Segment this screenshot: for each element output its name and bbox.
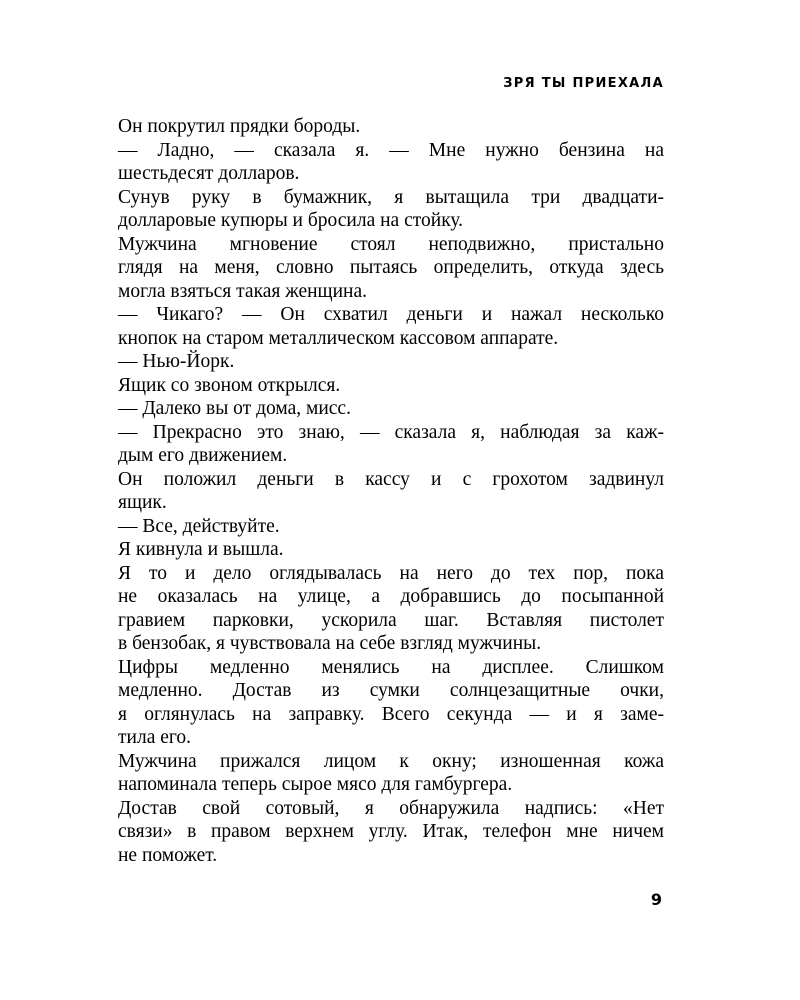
text-line: кнопок на старом металлическом кассовом аппарате. [118, 327, 559, 349]
paragraph [118, 468, 664, 515]
text-line: дым его движением. [118, 445, 288, 466]
text-line: напоминала теперь сырое мясо для гамбургера. [118, 774, 513, 795]
paragraph [118, 750, 664, 797]
text-line: Он покрутил прядки бороды. [118, 116, 361, 137]
paragraph [118, 303, 664, 350]
paragraph [118, 374, 664, 398]
paragraph [118, 656, 664, 750]
text-line: — Далеко вы от дома, мисс. [118, 398, 351, 419]
text-line: Достав свой сотовый, я обнаружила надпись: «Нет [118, 797, 664, 819]
text-line: не оказалась на улице, а добравшись до посыпанной [118, 586, 664, 607]
text-line: Мужчина мгновение стоял неподвижно, пристально [118, 233, 664, 255]
paragraph [118, 515, 664, 539]
running-head-title: ЗРЯ ТЫ ПРИЕХАЛА [503, 76, 664, 91]
paragraph [118, 562, 664, 656]
text-line: шестьдесят долларов. [118, 163, 300, 184]
paragraph [118, 797, 664, 868]
paragraph [118, 538, 664, 562]
text-line: в бензобак, я чувствовала на себе взгляд мужчины. [118, 633, 542, 654]
text-line: — Чикаго? — Он схватил деньги и нажал несколько [118, 304, 664, 325]
text-line: — Все, действуйте. [118, 515, 280, 537]
text-line: медленно. Достав из сумки солнцезащитные очки, [118, 680, 664, 701]
text-line: Сунув руку в бумажник, я вытащила три двадцати- [118, 186, 664, 208]
text-line: ящик. [118, 492, 167, 513]
text-line: Я то и дело оглядывалась на него до тех пор, пока [118, 562, 664, 584]
text-line: долларовые купюры и бросила на стойку. [118, 210, 464, 231]
paragraph [118, 115, 664, 139]
paragraph [118, 139, 664, 186]
paragraph [118, 233, 664, 304]
paragraph [118, 186, 664, 233]
text-line: — Прекрасно это знаю, — сказала я, наблюдая за каж- [118, 421, 664, 443]
text-line: я оглянулась на заправку. Всего секунда — и я заме- [118, 703, 664, 725]
text-line: могла взяться такая женщина. [118, 280, 367, 302]
page-number: 9 [650, 890, 662, 909]
text-line: Он положил деньги в кассу и с грохотом задвинул [118, 468, 664, 490]
text-line: Мужчина прижался лицом к окну; изношенная кожа [118, 750, 664, 772]
paragraph [118, 421, 664, 468]
body-text [118, 115, 664, 867]
text-line: тила его. [118, 727, 192, 748]
text-line: связи» в правом верхнем углу. Итак, телефон мне ничем [118, 821, 664, 842]
text-line: Цифры медленно менялись на дисплее. Слишком [118, 656, 664, 678]
text-line: глядя на меня, словно пытаясь определить, откуда здесь [118, 257, 664, 278]
paragraph [118, 350, 664, 374]
text-line: — Нью-Йорк. [118, 351, 235, 372]
text-line: не поможет. [118, 844, 218, 866]
text-line: Ящик со звоном открылся. [118, 374, 341, 396]
text-line: гравием парковки, ускорила шаг. Вставляя пистолет [118, 609, 664, 631]
text-line: Я кивнула и вышла. [118, 539, 284, 560]
text-line: — Ладно, — сказала я. — Мне нужно бензина на [118, 139, 664, 161]
paragraph [118, 397, 664, 421]
